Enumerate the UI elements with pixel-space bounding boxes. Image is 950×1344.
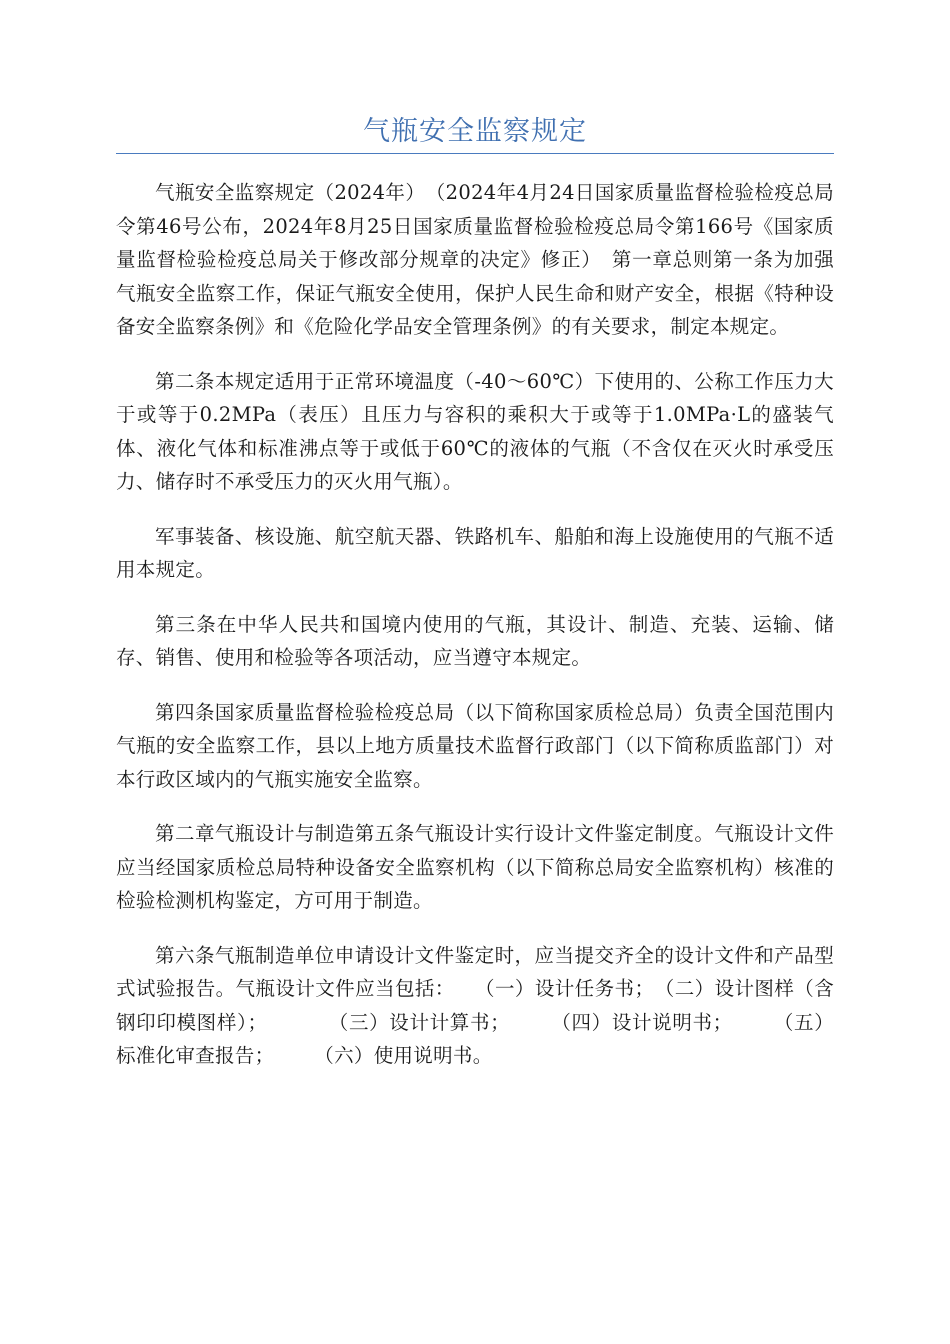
- paragraph-2: 第二条本规定适用于正常环境温度（-40～60℃）下使用的、公称工作压力大于或等于0.2MPa（表压）且压力与容积的乘积大于或等于1.0MPa·L的盛装气体、液化气体和标准沸点等于或低于60℃的液体的气瓶（不含仅在灭火时承受压力、储存时不承受压力的灭火用气瓶）。: [116, 369, 834, 493]
- paragraph-5: 第四条国家质量监督检验检疫总局（以下简称国家质检总局）负责全国范围内气瓶的安全监察工作，县以上地方质量技术监督行政部门（以下简称质监部门）对本行政区域内的气瓶实施安全监察。: [116, 700, 834, 791]
- paragraph-6: 第二章气瓶设计与制造第五条气瓶设计实行设计文件鉴定制度。气瓶设计文件应当经国家质检总局特种设备安全监察机构（以下简称总局安全监察机构）核准的检验检测机构鉴定，方可用于制造。: [116, 822, 834, 912]
- paragraph-3: 军事装备、核设施、航空航天器、铁路机车、船舶和海上设施使用的气瓶不适用本规定。: [116, 524, 834, 581]
- title-underline: [116, 153, 834, 154]
- paragraph-4: 第三条在中华人民共和国境内使用的气瓶，其设计、制造、充装、运输、储存、销售、使用和检验等各项活动，应当遵守本规定。: [116, 612, 834, 669]
- paragraph-1: 气瓶安全监察规定（2024年） （2024年4月24日国家质量监督检验检疫总局令第46号公布，2024年8月25日国家质量监督检验检疫总局令第166号《国家质量监督检验检疫总局关于修改部分规章的决定》修正） 第一章总则第一条为加强气瓶安全监察工作，保证气瓶安全使用，保护人民生命和财产安全，根据《特种设备安全监察条例》和《危险化学品安全管理条例》的有关要求，制定本规定。: [116, 181, 834, 338]
- paragraph-7: 第六条气瓶制造单位申请设计文件鉴定时，应当提交齐全的设计文件和产品型式试验报告。气瓶设计文件应当包括： （一）设计任务书； （二）设计图样（含钢印印模图样）； （三）设计计算书； （四）设计说明书； （五）标准化审查报告； （六）使用说明书。: [116, 943, 834, 1067]
- document-title: 气瓶安全监察规定: [363, 116, 587, 147]
- document-body: [116, 176, 834, 1094]
